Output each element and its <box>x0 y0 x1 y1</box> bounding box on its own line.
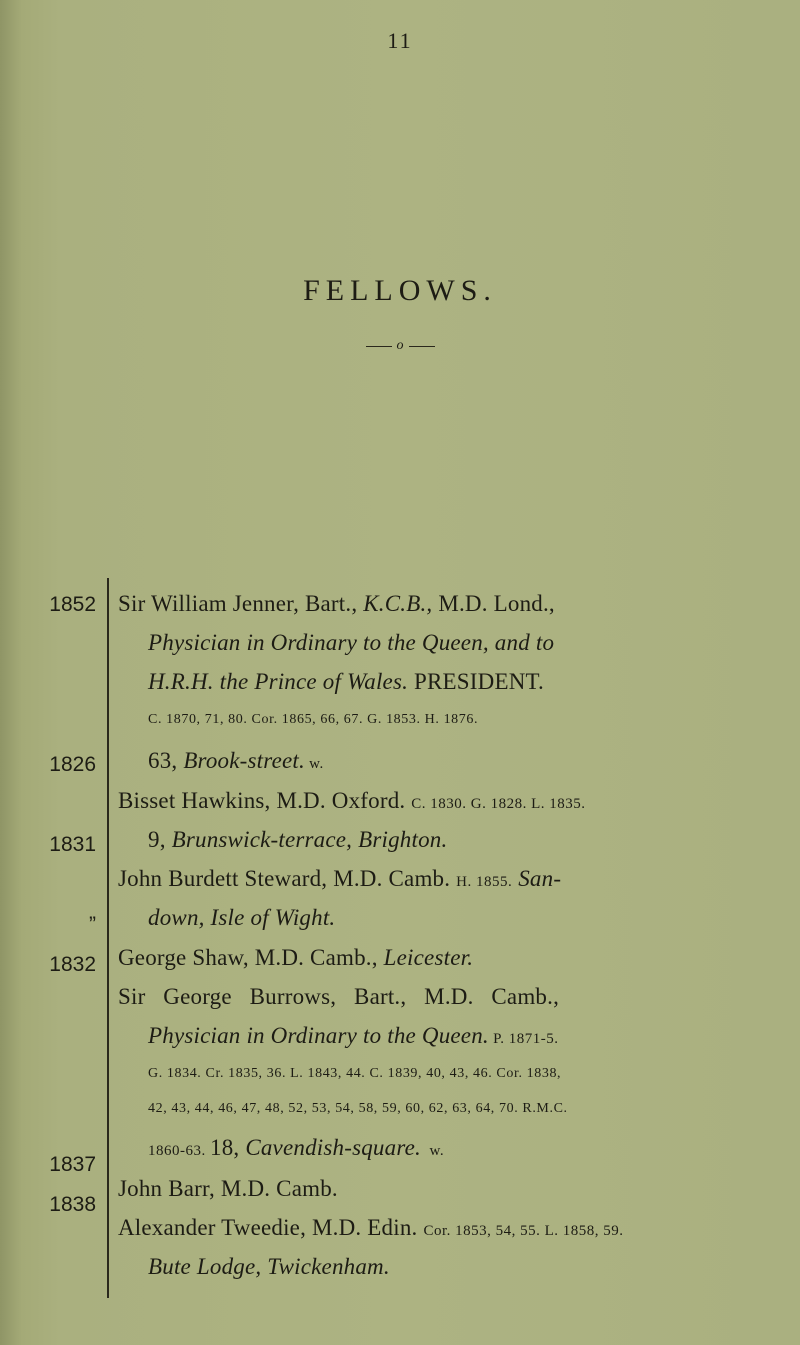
section-heading: FELLOWS. <box>303 274 497 307</box>
year-label: 1838 <box>49 1193 96 1216</box>
year-label-ditto: ” <box>89 913 96 936</box>
entry-tweedie-line2: Bute Lodge, Twickenham. <box>148 1254 390 1279</box>
entry-jenner-line3: H.R.H. the Prince of Wales. PRESIDENT. <box>148 669 545 694</box>
ornament-glyph: o <box>396 338 404 353</box>
entry-burrows-line1: Sir George Burrows, Bart., M.D. Camb., <box>118 984 560 1009</box>
entry-jenner-line4: C. 1870, 71, 80. Cor. 1865, 66, 67. G. 1853. H. 1876. <box>148 712 479 727</box>
entry-burrows-line4: 42, 43, 44, 46, 47, 48, 52, 53, 54, 58, 59, 60, 62, 63, 64, 70. R.M.C. <box>148 1101 568 1116</box>
year-label: 1831 <box>49 833 96 856</box>
entry-steward-line1: John Burdett Steward, M.D. Camb. H. 1855. San- <box>118 866 562 891</box>
entry-burrows-line2: Physician in Ordinary to the Queen. P. 1871-5. <box>148 1023 559 1048</box>
entry-jenner-line1: Sir William Jenner, Bart., K.C.B., M.D. Lond., <box>118 591 555 616</box>
entry-steward-line2: down, Isle of Wight. <box>148 905 336 930</box>
rule-right <box>409 346 435 347</box>
entry-jenner-line5: 63, Brook-street. w. <box>148 748 324 773</box>
entry-burrows-line5: 1860-63. 18, Cavendish-square. w. <box>148 1135 445 1160</box>
entry-tweedie-line1: Alexander Tweedie, M.D. Edin. Cor. 1853, 54, 55. L. 1858, 59. <box>118 1215 624 1240</box>
entry-burrows-line3: G. 1834. Cr. 1835, 36. L. 1843, 44. C. 1839, 40, 43, 46. Cor. 1838, <box>148 1066 562 1081</box>
year-label: 1837 <box>49 1153 96 1176</box>
year-label: 1826 <box>49 753 96 776</box>
entry-hawkins-line2: 9, Brunswick-terrace, Brighton. <box>148 827 448 852</box>
entry-barr-line1: John Barr, M.D. Camb. <box>118 1176 338 1201</box>
entry-jenner-line2: Physician in Ordinary to the Queen, and to <box>148 630 555 655</box>
page-number: 11 <box>387 28 413 53</box>
column-rule <box>107 578 109 1298</box>
rule-left <box>366 346 392 347</box>
entry-shaw-line1: George Shaw, M.D. Camb., Leicester. <box>118 945 474 970</box>
ornament-divider <box>0 338 800 354</box>
year-label: 1832 <box>49 953 96 976</box>
entry-hawkins-line1: Bisset Hawkins, M.D. Oxford. C. 1830. G. 1828. L. 1835. <box>118 788 586 813</box>
year-label: 1852 <box>49 593 96 616</box>
